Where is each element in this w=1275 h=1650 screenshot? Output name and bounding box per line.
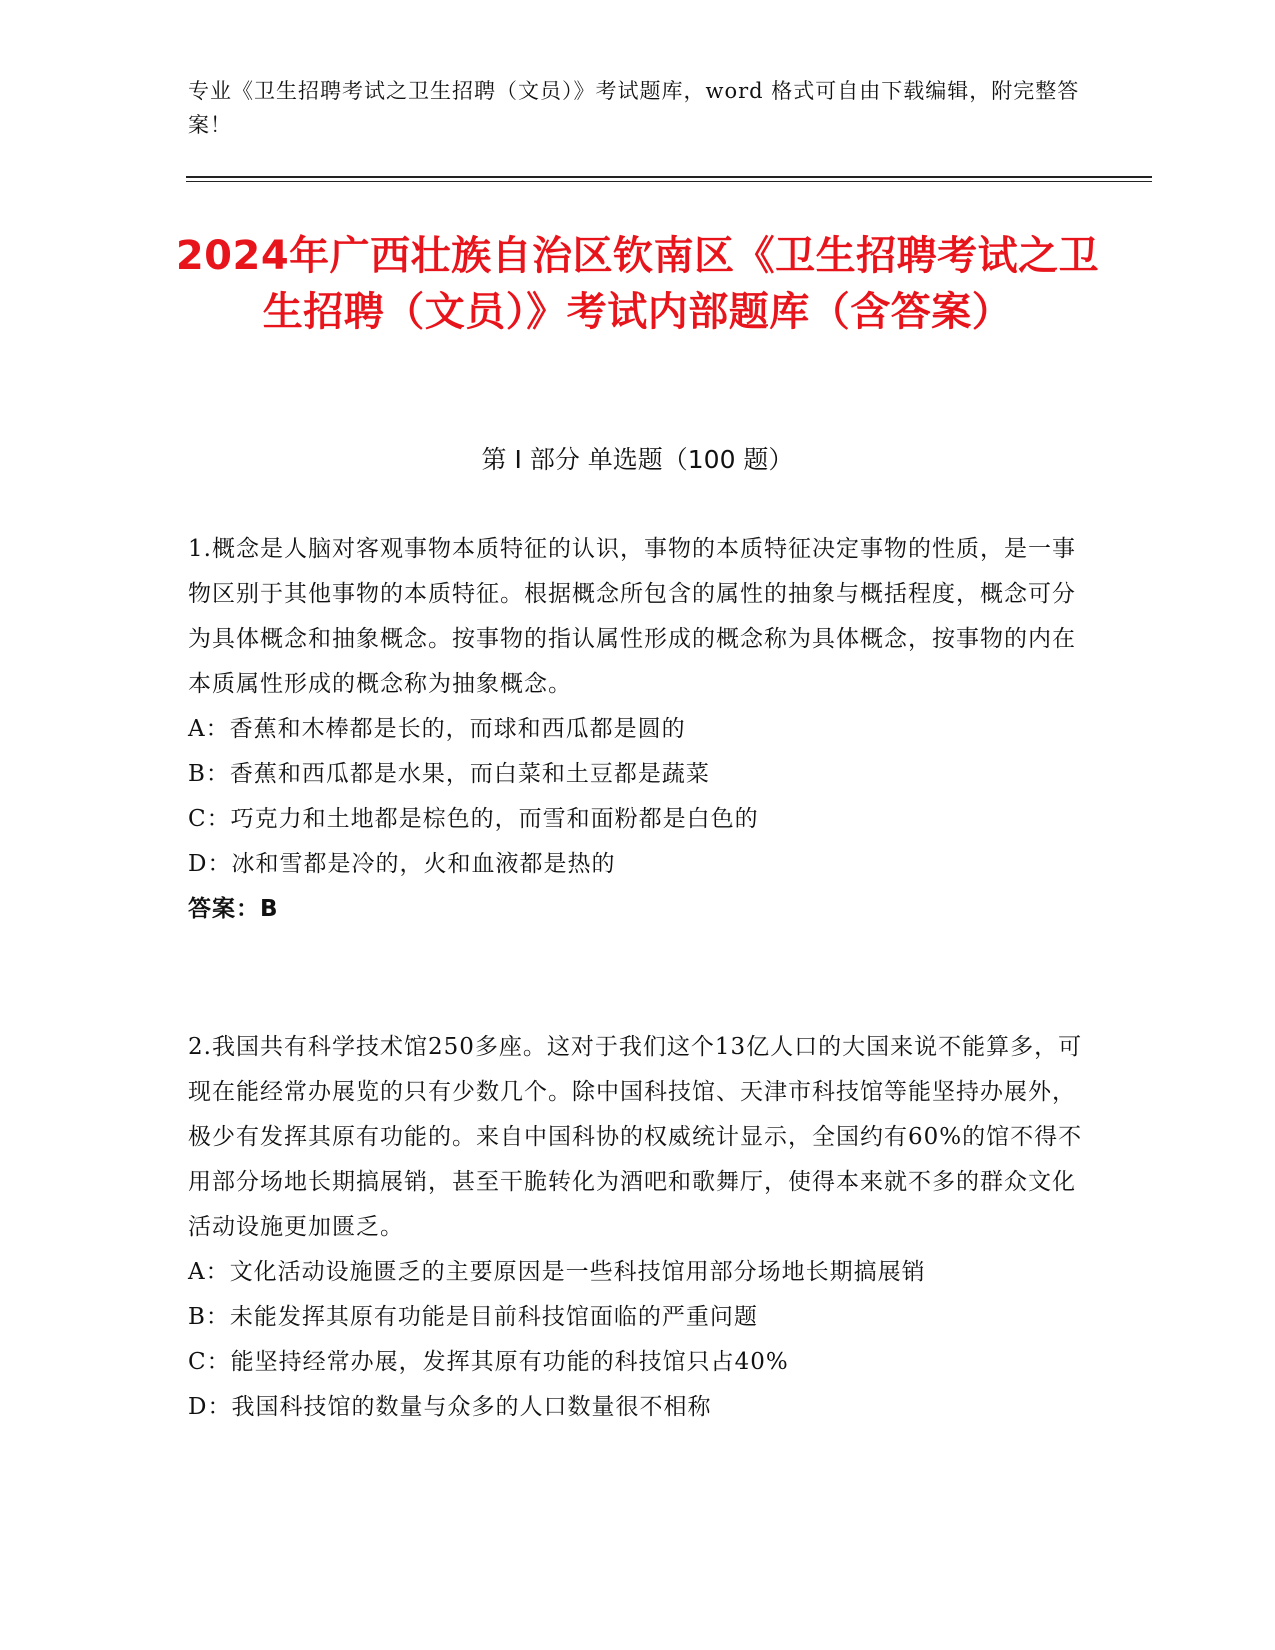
question-2-option-d: D：我国科技馆的数量与众多的人口数量很不相称 — [188, 1394, 712, 1420]
question-1-stem: 1.概念是人脑对客观事物本质特征的认识，事物的本质特征决定事物的性质，是一事物区别于其他事物的本质特征。根据概念所包含的属性的抽象与概括程度，概念可分为具体概念和抽象概念。按事物的指认属性形成的概念称为具体概念，按事物的内在本质属性形成的概念称为抽象概念。 — [188, 536, 1076, 697]
header-divider-thin — [186, 181, 1152, 182]
question-2-option-b: B：未能发挥其原有功能是目前科技馆面临的严重问题 — [188, 1304, 758, 1330]
question-1-option-b: B：香蕉和西瓜都是水果，而白菜和土豆都是蔬菜 — [188, 761, 710, 787]
document-title: 2024年广西壮族自治区钦南区《卫生招聘考试之卫生招聘（文员）》考试内部题库（含答案） — [175, 233, 1100, 335]
question-2-stem: 2.我国共有科学技术馆250多座。这对于我们这个13亿人口的大国来说不能算多，可现在能经常办展览的只有少数几个。除中国科技馆、天津市科技馆等能坚持办展外，极少有发挥其原有功能的。来自中国科协的权威统计显示，全国约有60%的馆不得不用部分场地长期搞展销，甚至干脆转化为酒吧和歌舞厅，使得本来就不多的群众文化活动设施更加匮乏。 — [188, 1034, 1083, 1240]
question-1-option-a: A：香蕉和木棒都是长的，而球和西瓜都是圆的 — [188, 716, 686, 742]
question-1 — [188, 527, 1088, 932]
section-heading: 第 I 部分 单选题（100 题） — [481, 445, 794, 474]
question-1-option-d: D：冰和雪都是冷的，火和血液都是热的 — [188, 851, 616, 877]
header-divider — [186, 176, 1152, 178]
header-note: 专业《卫生招聘考试之卫生招聘（文员）》考试题库，word 格式可自由下载编辑，附完整答案！ — [188, 79, 1080, 137]
question-2-option-a: A：文化活动设施匮乏的主要原因是一些科技馆用部分场地长期搞展销 — [188, 1259, 926, 1285]
question-1-answer: 答案：B — [188, 896, 279, 922]
question-2-option-c: C：能坚持经常办展，发挥其原有功能的科技馆只占40% — [188, 1349, 789, 1375]
question-1-option-c: C：巧克力和土地都是棕色的，而雪和面粉都是白色的 — [188, 806, 759, 832]
question-2 — [188, 1025, 1088, 1430]
